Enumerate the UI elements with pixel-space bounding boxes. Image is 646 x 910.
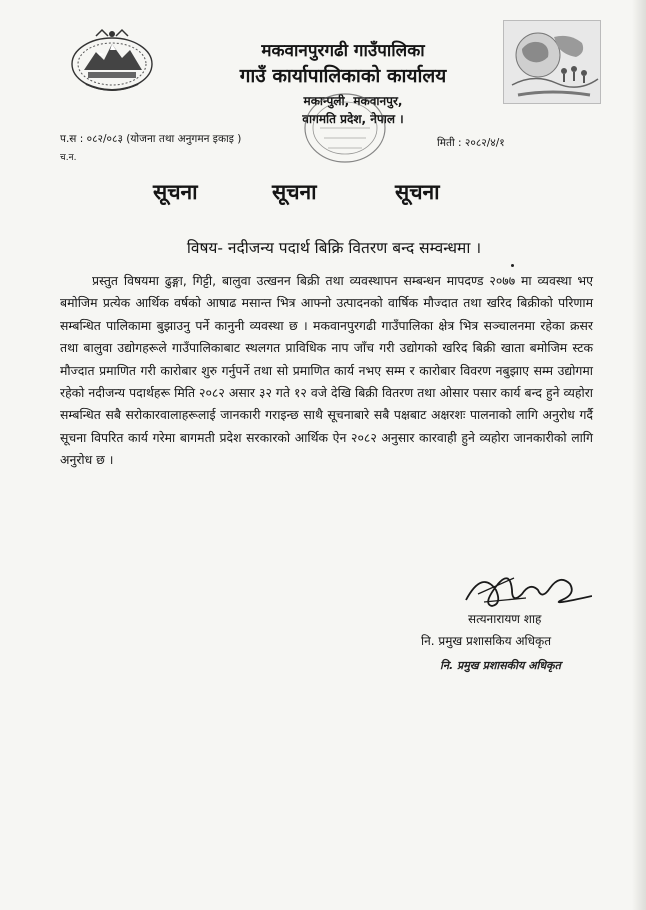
office-name: गाउँ कार्यापालिकाको कार्यालय (239, 65, 447, 87)
signatory-name: सत्यनारायण शाह (468, 612, 542, 626)
issue-date: मिती : २०८२/४/१ (437, 137, 505, 149)
ink-dot (511, 264, 514, 267)
notice-heading-1: सूचना (153, 180, 198, 204)
page-edge-shadow (632, 0, 646, 910)
notice-heading-2: सूचना (272, 180, 317, 204)
office-seal-stamp (300, 88, 390, 168)
reference-number: प.स : ०८२/०८३ (योजना तथा अनुगमन इकाइ ) (60, 133, 242, 145)
notice-body: प्रस्तुत विषयमा ढुङ्गा, गिट्टी, बालुवा उत्खनन बिक्री तथा व्यवस्थापन सम्बन्धन मापदण्ड २०७७ मा व्यवस्था भए बमोजिम प्रत्येक आर्थिक वर्षको आषाढ मसान्त भित्र आफ्नो उत्पादनको वार्षिक मौज्दात तथा खरिद बिक्रीको परिणाम सम्बन्धित पालिकामा बुझाउनु पर्ने कानुनी व्यवस्था छ । मकवानपुरगढी गाउँपालिका क्षेत्र भित्र सञ्चालनमा रहेका क्रसर तथा बालुवा उद्योगहरूले गाउँपालिकाबाट स्थलगत प्राविधिक नाप जाँच गरी उद्योगको खरिद बिक्री खाता बमोजिम स्टक मौज्दात प्रमाणित गरी कारोबार शुरु गर्नुपर्ने तथा सो प्रमाणित कार्य नभए सम्म र कारोबार विवरण नबुझाए सम्म उद्योगमा रहेको नदीजन्य पदार्थहरू मिति २०८२ असार ३२ गते १२ वजे देखि बिक्री वितरण तथा ओसार पसार कार्य बन्द हुने व्यहोरा सम्बन्धित सबै सरोकारवालाहरूलाई जानकारी गराइन्छ साथै सूचनाबारे सबै पक्षबाट अक्षरशः पालनाको लागि अनुरोध गर्दै सूचना विपरित कार्य गरेमा बागमती प्रदेश सरकारको आर्थिक ऐन २०८२ अनुसार कारवाही हुने व्यहोरा जानकारीको लागि अनुरोध छ । (60, 273, 593, 468)
notice-heading-3: सूचना (395, 180, 440, 204)
dispatch-number: च.न. (60, 153, 77, 163)
signatory-stamp: नि. प्रमुख प्रशासकीय अधिकृत (440, 659, 561, 672)
subject-line: विषय- नदीजन्य पदार्थ बिक्रि वितरण बन्द सम्वन्धमा । (186, 239, 482, 257)
address-line-2: वागमति प्रदेश, नेपाल । (302, 112, 404, 126)
address-line-1: मकान्पुली, मकवानपुर, (303, 94, 403, 108)
municipality-name: मकवानपुरगढी गाउँपालिका (261, 41, 425, 61)
signatory-title: नि. प्रमुख प्रशासकिय अधिकृत (421, 634, 552, 648)
